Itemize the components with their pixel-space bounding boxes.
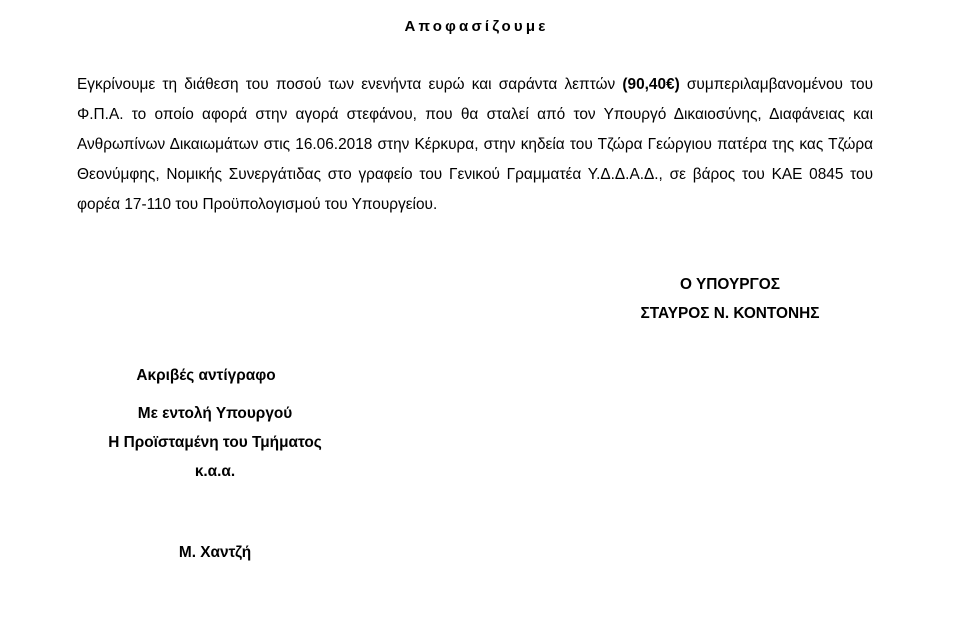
minister-name: ΣΤΑΥΡΟΣ Ν. ΚΟΝΤΟΝΗΣ <box>640 305 820 322</box>
minister-title: Ο ΥΠΟΥΡΓΟΣ <box>680 276 780 293</box>
kaa-label: κ.α.α. <box>194 463 236 480</box>
true-copy-label: Ακριβές αντίγραφο <box>136 367 276 384</box>
by-order-label: Με εντολή Υπουργού <box>137 405 293 422</box>
amount-value: (90,40€) <box>622 76 680 93</box>
decision-body <box>77 70 873 220</box>
decision-heading: Αποφασίζουμε <box>404 18 549 35</box>
body-text-intro: Εγκρίνουμε τη διάθεση του ποσού των ενενήντα ευρώ και σαράντα λεπτών <box>77 76 623 93</box>
minister-signature-block <box>610 270 850 328</box>
signer-name: Μ. Χαντζή <box>178 544 252 561</box>
department-head-label: Η Προϊσταμένη του Τμήματος <box>108 434 322 451</box>
body-text-rest: συμπεριλαμβανομένου του Φ.Π.Α. το οποίο αφορά στην αγορά στεφάνου, που θα σταλεί από τον Υπουργό Δικαιοσύνης, Διαφάνειας και Ανθρωπίνων Δικαιωμάτων στις 16.06.2018 στην Κέρκυρα, στην κηδεία του Τζώρα Γεώργιου πατέρα της κας Τζώρα Θεονύμφης, Νομικής Συνεργάτιδας στο γραφείο του Γενικού Γραμματέα Υ.Δ.Δ.Α.Δ., σε βάρος του ΚΑΕ 0845 του φορέα 17-110 του Προϋπολογισμού του Υπουργείου. <box>77 76 873 213</box>
true-copy-block <box>80 361 350 486</box>
